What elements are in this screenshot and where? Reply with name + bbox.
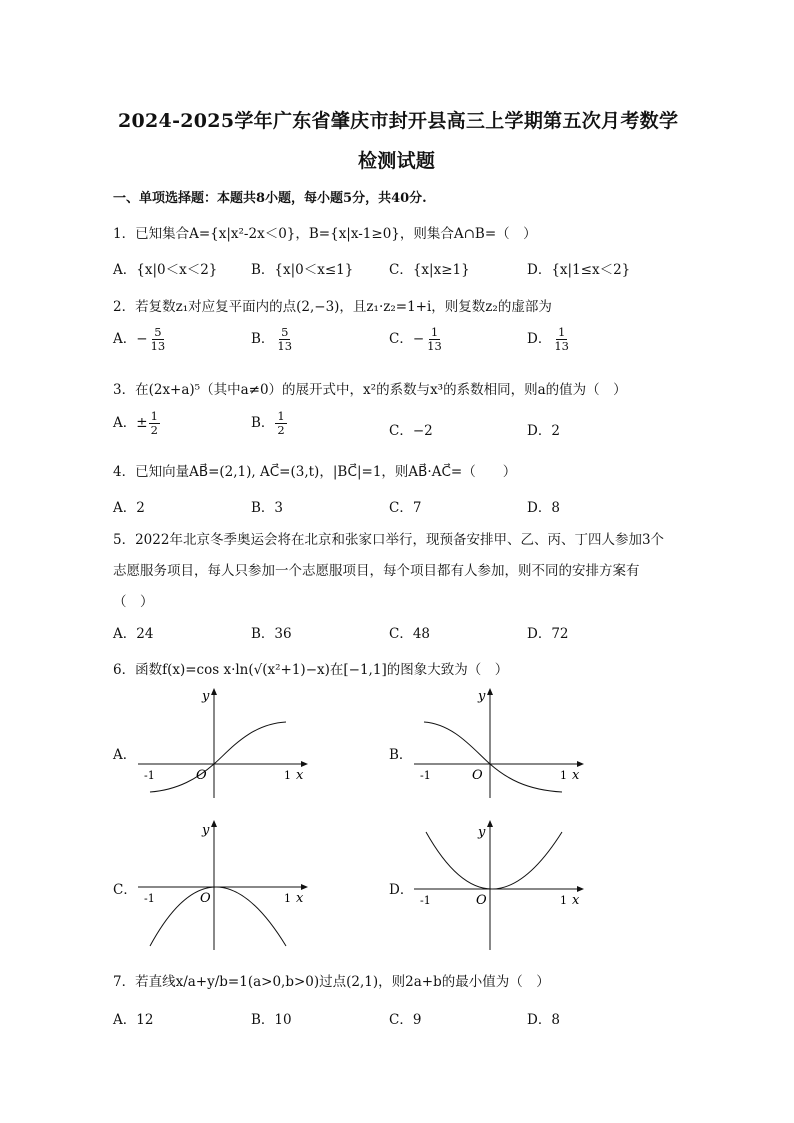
question-5-line-1: 5．2022年北京冬季奥运会将在北京和张家口举行，现预备安排甲、乙、丙、丁四人参加3个 <box>113 532 665 548</box>
q1-option-a: A．{x|0＜x＜2} <box>113 262 218 278</box>
graph-d <box>414 818 586 950</box>
graph-b-neg1: -1 <box>420 769 431 782</box>
q1-option-d: D．{x|1≤x＜2} <box>527 262 631 278</box>
q5-option-d: D．72 <box>527 626 569 642</box>
graph-a-x-label: x <box>296 768 304 783</box>
graph-c-pos1: 1 <box>284 892 291 905</box>
graph-c-x-label: x <box>296 891 304 906</box>
graph-c-y-label: y <box>202 823 210 838</box>
q2-option-a: A．− $\frac{5}{13}$ <box>113 325 166 353</box>
graph-c-origin: O <box>200 891 211 906</box>
graph-c <box>138 818 310 950</box>
graph-b <box>414 686 586 798</box>
question-5-line-3: （ ） <box>113 594 154 610</box>
q1-option-b: B．{x|0＜x≤1} <box>251 262 354 278</box>
q7-option-b: B．10 <box>251 1012 292 1028</box>
title-line-2: 检测试题 <box>358 150 436 172</box>
graph-d-x-label: x <box>572 893 580 908</box>
q5-option-c: C．48 <box>389 626 431 642</box>
graph-b-label: B． <box>389 747 413 763</box>
q7-option-d: D．8 <box>527 1012 560 1028</box>
q1-option-c: C．{x|x≥1} <box>389 262 470 278</box>
q7-option-a: A．12 <box>113 1012 154 1028</box>
graph-a-y-label: y <box>202 689 210 704</box>
q4-option-c: C．7 <box>389 500 422 516</box>
graph-a <box>138 686 310 798</box>
graph-b-y-label: y <box>478 689 486 704</box>
graph-d-y-label: y <box>478 825 486 840</box>
graph-b-x-label: x <box>572 768 580 783</box>
q5-option-b: B．36 <box>251 626 292 642</box>
q4-option-d: D．8 <box>527 500 560 516</box>
graph-d-origin: O <box>476 893 487 908</box>
section-heading: 一、单项选择题：本题共8小题，每小题5分，共40分. <box>113 191 427 206</box>
q3-option-d: D．2 <box>527 423 560 439</box>
q4-option-b: B．3 <box>251 500 284 516</box>
q4-option-a: A．2 <box>113 500 145 516</box>
graph-b-origin: O <box>472 768 483 783</box>
graph-d-pos1: 1 <box>560 894 567 907</box>
q2-option-c: C．− $\frac{1}{13}$ <box>389 325 442 353</box>
graph-d-neg1: -1 <box>420 894 431 907</box>
title-line-1: 2024-2025学年广东省肇庆市封开县高三上学期第五次月考数学 <box>118 110 679 132</box>
q5-option-a: A．24 <box>113 626 154 642</box>
graph-a-origin: O <box>196 768 207 783</box>
graph-a-neg1: -1 <box>144 769 155 782</box>
graph-a-label: A． <box>113 747 137 763</box>
question-5-line-2: 志愿服务项目，每人只参加一个志愿服项目，每个项目都有人参加，则不同的安排方案有 <box>113 563 640 579</box>
graph-d-label: D． <box>389 882 414 898</box>
q2-option-d: D． $\frac{1}{13}$ <box>527 325 569 353</box>
q7-option-c: C．9 <box>389 1012 422 1028</box>
q3-option-c: C．−2 <box>389 423 433 439</box>
question-4-stem: 4．已知向量AB⃗=(2,1), AC⃗=(3,t)，|BC⃗|=1，则AB⃗·AC⃗=（ ） <box>113 464 517 480</box>
q3-option-a: A．± $\frac{1}{2}$ <box>113 409 158 437</box>
graph-c-label: C． <box>113 882 137 898</box>
question-7-stem: 7．若直线x/a+y/b=1(a>0,b>0)过点(2,1)，则2a+b的最小值为（ ） <box>113 974 550 990</box>
graph-a-pos1: 1 <box>284 769 291 782</box>
question-6-stem: 6．函数f(x)=cos x·ln(√(x²+1)−x)在[−1,1]的图象大致为（ ） <box>113 662 509 678</box>
q2-option-b: B． $\frac{5}{13}$ <box>251 325 293 353</box>
question-2-stem: 2．若复数z₁对应复平面内的点(2,−3)，且z₁·z₂=1+i，则复数z₂的虚部为 <box>113 299 552 315</box>
graph-c-neg1: -1 <box>144 892 155 905</box>
question-3-stem: 3．在(2x+a)⁵（其中a≠0）的展开式中，x²的系数与x³的系数相同，则a的值为（ ） <box>113 382 627 398</box>
graph-b-pos1: 1 <box>560 769 567 782</box>
q3-option-b: B． $\frac{1}{2}$ <box>251 409 285 437</box>
question-1-stem: 1．已知集合A={x|x²-2x＜0}，B={x|x-1≥0}，则集合A∩B=（ ） <box>113 226 537 242</box>
